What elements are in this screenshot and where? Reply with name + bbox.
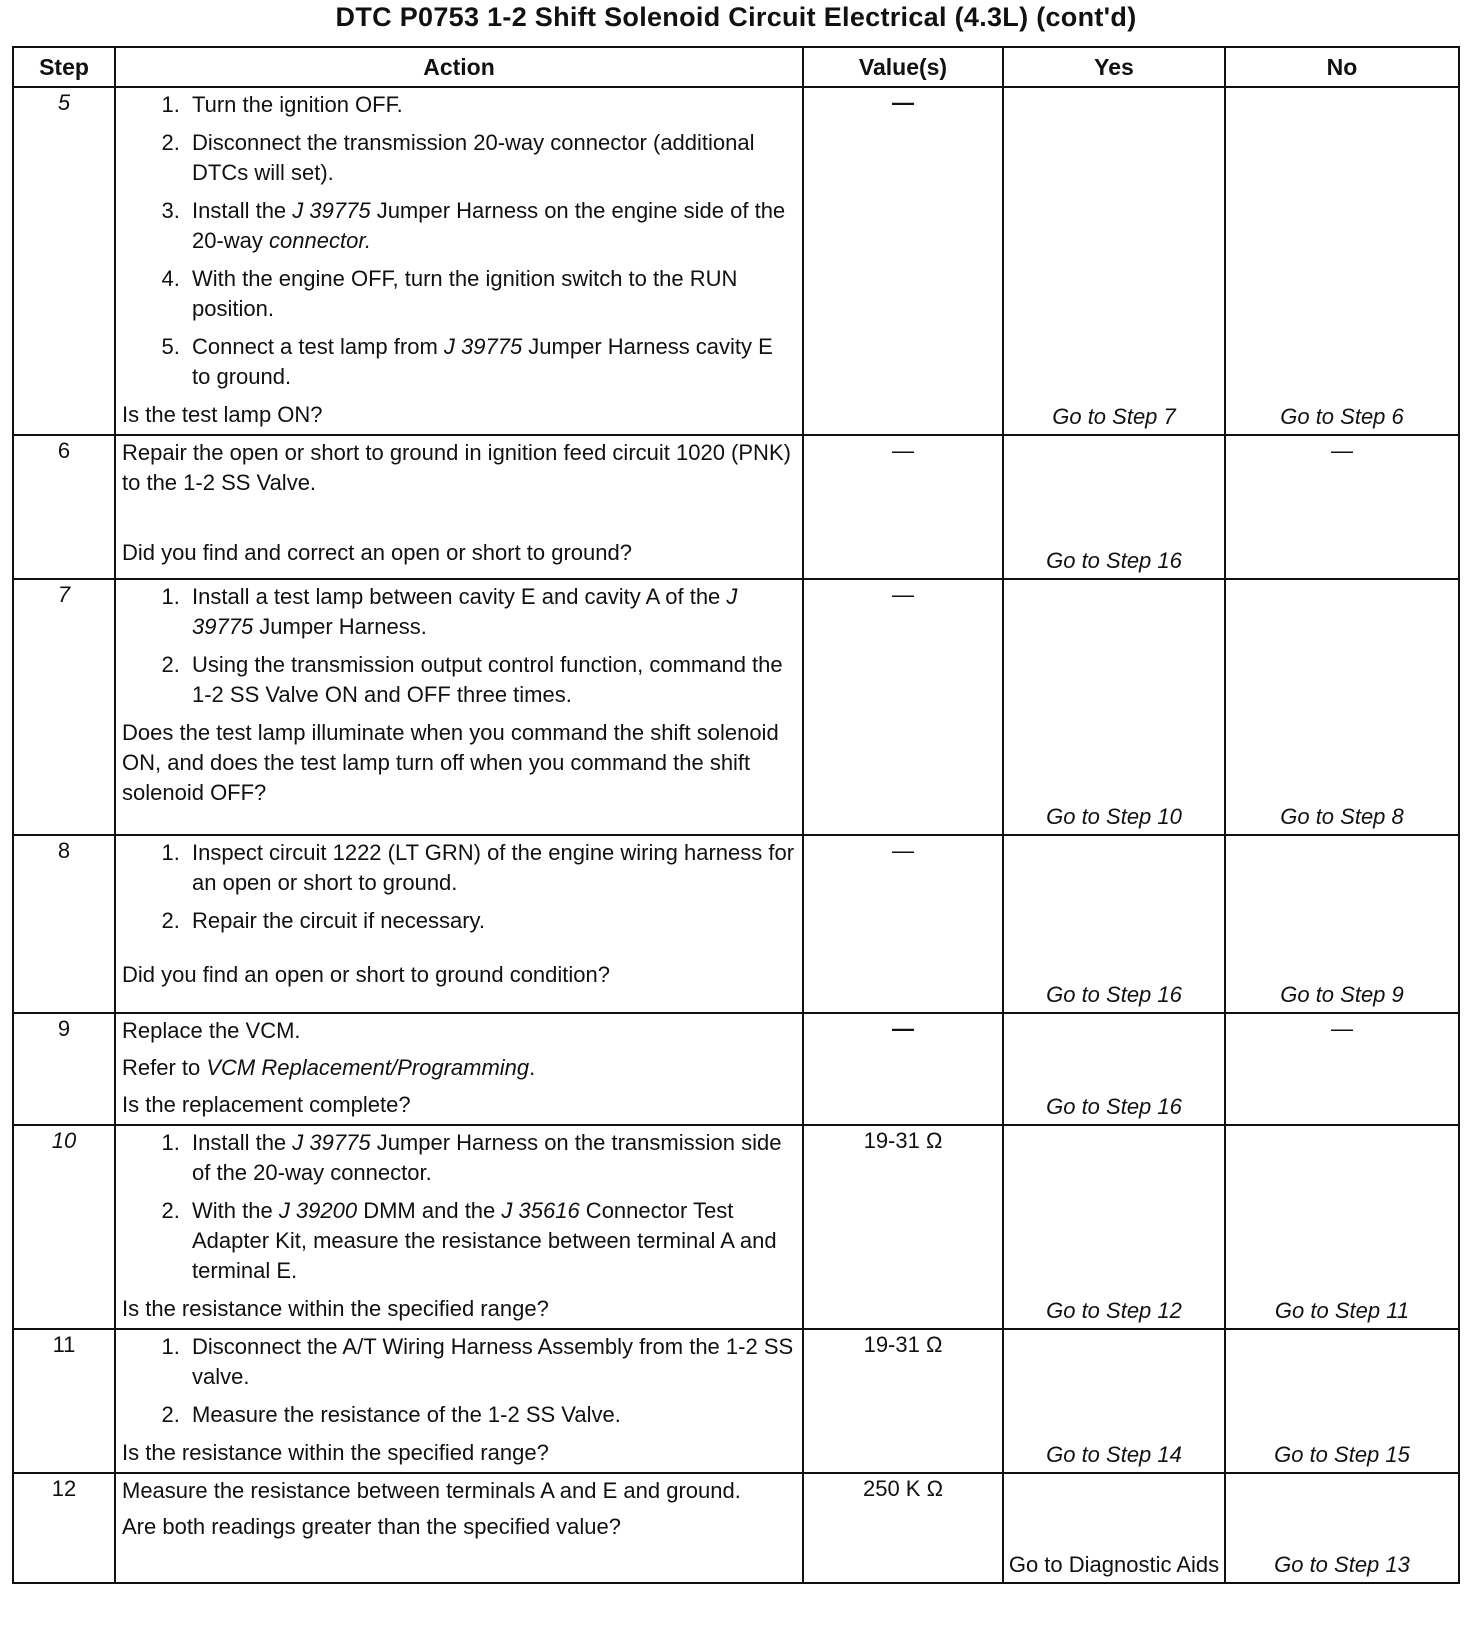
- value-cell: —: [803, 579, 1003, 835]
- no-goto: Go to Step 15: [1274, 1442, 1410, 1467]
- action-cell: [115, 1329, 803, 1473]
- table-row-step-6: [13, 435, 1459, 579]
- step-number: 9: [13, 1013, 115, 1125]
- action-text: Measure the resistance between terminals A and E and ground.: [122, 1478, 741, 1503]
- yes-cell: [1003, 1013, 1225, 1125]
- action-item: 5. Connect a test lamp from J 39775 Jumper Harness cavity E to ground.: [186, 332, 796, 392]
- yes-goto: Go to Step 16: [1046, 548, 1182, 573]
- yes-cell: [1003, 579, 1225, 835]
- action-cell: [115, 579, 803, 835]
- value-cell: —: [803, 435, 1003, 579]
- action-question: Is the replacement complete?: [122, 1092, 411, 1117]
- table-row-step-9: [13, 1013, 1459, 1125]
- no-cell: [1225, 579, 1459, 835]
- value-cell: 19-31 Ω: [803, 1125, 1003, 1329]
- action-question: Did you find an open or short to ground condition?: [122, 962, 610, 987]
- no-cell: —: [1225, 435, 1459, 579]
- no-goto: Go to Step 8: [1280, 804, 1404, 829]
- step-number: 7: [13, 579, 115, 835]
- value-cell: —: [803, 835, 1003, 1013]
- action-refer: Refer to VCM Replacement/Programming.: [122, 1055, 536, 1080]
- action-item: 1. Disconnect the A/T Wiring Harness Assembly from the 1-2 SS valve.: [186, 1332, 796, 1392]
- action-item: 4. With the engine OFF, turn the ignition switch to the RUN position.: [186, 264, 796, 324]
- yes-cell: [1003, 1329, 1225, 1473]
- table-row-step-12: [13, 1473, 1459, 1583]
- action-cell: [115, 1473, 803, 1583]
- step-number: 8: [13, 835, 115, 1013]
- action-cell: [115, 87, 803, 435]
- yes-cell: [1003, 87, 1225, 435]
- action-item: 1. Install a test lamp between cavity E and cavity A of the J 39775 Jumper Harness.: [186, 582, 796, 642]
- header-no: No: [1225, 47, 1459, 87]
- table-row-step-5: [13, 87, 1459, 435]
- value-cell: —: [803, 87, 1003, 435]
- yes-cell: [1003, 835, 1225, 1013]
- no-goto: Go to Step 11: [1274, 1298, 1410, 1323]
- step-number: 10: [13, 1125, 115, 1329]
- no-goto: Go to Step 9: [1280, 982, 1404, 1007]
- action-question: Is the test lamp ON?: [122, 402, 323, 427]
- no-cell: [1225, 1329, 1459, 1473]
- action-question: Are both readings greater than the specified value?: [122, 1514, 621, 1539]
- action-item: 2. Using the transmission output control function, command the 1-2 SS Valve ON and OFF three times.: [186, 650, 796, 710]
- yes-cell: [1003, 435, 1225, 579]
- action-item: 2. Measure the resistance of the 1-2 SS Valve.: [186, 1400, 796, 1430]
- table-row-step-11: [13, 1329, 1459, 1473]
- action-text: Repair the open or short to ground in ignition feed circuit 1020 (PNK) to the 1-2 SS Valve.: [122, 440, 791, 495]
- action-text: Replace the VCM.: [122, 1018, 301, 1043]
- yes-goto: Go to Step 12: [1046, 1298, 1182, 1323]
- no-cell: [1225, 1125, 1459, 1329]
- action-question: Is the resistance within the specified range?: [122, 1296, 549, 1321]
- action-question: Did you find and correct an open or short to ground?: [122, 540, 632, 565]
- header-step: Step: [13, 47, 115, 87]
- action-cell: [115, 1013, 803, 1125]
- action-item: 2. Disconnect the transmission 20-way connector (additional DTCs will set).: [186, 128, 796, 188]
- action-cell: [115, 435, 803, 579]
- yes-goto: Go to Step 16: [1046, 982, 1182, 1007]
- yes-cell: [1003, 1125, 1225, 1329]
- table-row-step-7: [13, 579, 1459, 835]
- action-item: 1. Turn the ignition OFF.: [186, 90, 796, 120]
- yes-goto: Go to Step 14: [1046, 1442, 1182, 1467]
- header-value: Value(s): [803, 47, 1003, 87]
- page-title: DTC P0753 1-2 Shift Solenoid Circuit Electrical (4.3L) (cont'd): [335, 2, 1137, 32]
- step-number: 12: [13, 1473, 115, 1583]
- no-cell: [1225, 87, 1459, 435]
- action-item: 1. Inspect circuit 1222 (LT GRN) of the engine wiring harness for an open or short to ground.: [186, 838, 796, 898]
- no-cell: [1225, 835, 1459, 1013]
- diagnostic-table: [12, 46, 1460, 1584]
- header-yes: Yes: [1003, 47, 1225, 87]
- value-cell: 19-31 Ω: [803, 1329, 1003, 1473]
- action-cell: [115, 835, 803, 1013]
- action-item: 2. With the J 39200 DMM and the J 35616 Connector Test Adapter Kit, measure the resistance between terminal A and terminal E.: [186, 1196, 796, 1286]
- action-item: 3. Install the J 39775 Jumper Harness on the engine side of the 20-way connector.: [186, 196, 796, 256]
- no-goto: Go to Step 6: [1280, 404, 1404, 429]
- step-number: 11: [13, 1329, 115, 1473]
- yes-goto: Go to Step 7: [1052, 404, 1176, 429]
- table-row-step-10: [13, 1125, 1459, 1329]
- yes-goto: Go to Diagnostic Aids: [1008, 1552, 1220, 1577]
- value-cell: —: [803, 1013, 1003, 1125]
- action-cell: [115, 1125, 803, 1329]
- action-question: Is the resistance within the specified range?: [122, 1440, 549, 1465]
- header-action: Action: [115, 47, 803, 87]
- yes-goto: Go to Step 16: [1046, 1094, 1182, 1119]
- yes-goto: Go to Step 10: [1046, 804, 1182, 829]
- no-cell: —: [1225, 1013, 1459, 1125]
- action-question: Does the test lamp illuminate when you command the shift solenoid ON, and does the test lamp turn off when you command the shift solenoid OFF?: [122, 720, 779, 805]
- step-number: 6: [13, 435, 115, 579]
- no-goto: Go to Step 13: [1274, 1552, 1410, 1577]
- header-row: [13, 47, 1459, 87]
- action-item: 2. Repair the circuit if necessary.: [186, 906, 796, 936]
- action-item: 1. Install the J 39775 Jumper Harness on the transmission side of the 20-way connector.: [186, 1128, 796, 1188]
- value-cell: 250 K Ω: [803, 1473, 1003, 1583]
- table-row-step-8: [13, 835, 1459, 1013]
- yes-cell: [1003, 1473, 1225, 1583]
- step-number: 5: [13, 87, 115, 435]
- no-cell: [1225, 1473, 1459, 1583]
